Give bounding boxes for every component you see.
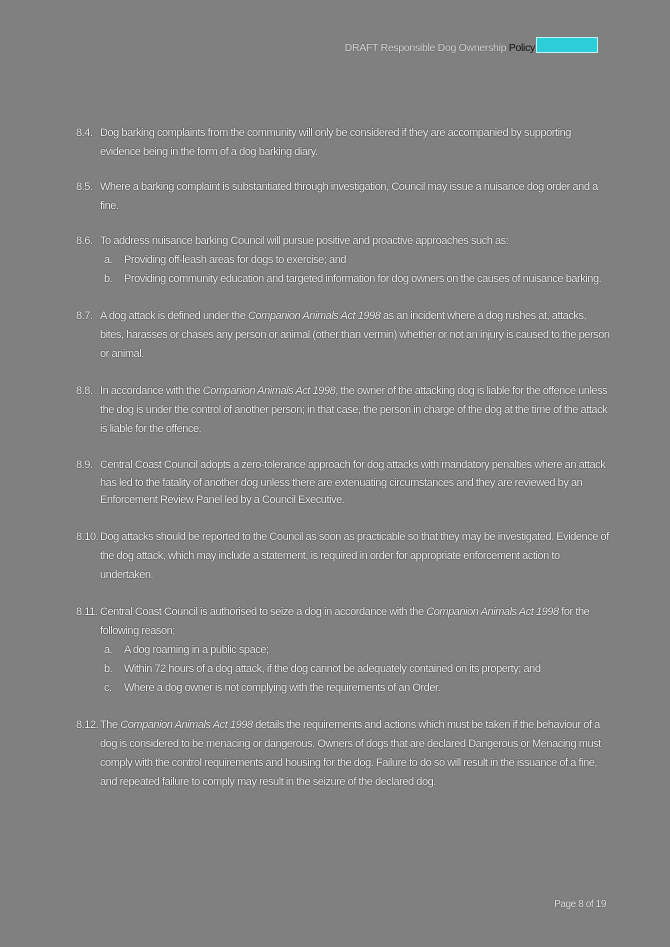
sublist-item — [76, 679, 611, 698]
clause-number: 8.6. — [76, 235, 93, 247]
sublist-letter: b. — [104, 273, 113, 285]
clause-text-part: details the requirements and actions which must be taken if the behaviour of a dog is considered to be menacing or dangerous. Owners of dogs that are declared Dangerous or Menacing must comply with the control requirements and housing for the dog. Failure to do so will result in the issuance of a fine, and repeated failure to comply may result in the seizure of the declared dog. — [100, 718, 601, 788]
act-title: Companion Animals Act 1998 — [426, 605, 559, 618]
sublist-text: Within 72 hours of a dog attack, if the dog cannot be adequately contained on its property; and — [124, 662, 541, 675]
clause-sublist — [76, 251, 611, 289]
clause-number: 8.12. — [76, 718, 99, 731]
clause-text: Dog barking complaints from the community will only be considered if they are accompanied by supporting evidence being in the form of a dog barking diary. — [100, 127, 571, 158]
clause-8-10 — [76, 528, 611, 585]
document-title-prefix: DRAFT Responsible Dog Ownership — [344, 42, 507, 54]
sublist-letter: c. — [104, 681, 112, 694]
clause-text — [76, 382, 611, 439]
clause-number: 8.11. — [76, 605, 98, 618]
clause-8-9 — [76, 457, 611, 510]
sublist-letter: b. — [104, 662, 113, 675]
clause-number: 8.10. — [76, 530, 99, 543]
policy-content — [76, 124, 611, 792]
clause-text-part: Central Coast Council is authorised to seize a dog in accordance with the — [100, 605, 427, 618]
sublist-text: A dog roaming in a public space; — [124, 643, 269, 656]
clause-number: 8.5. — [76, 181, 93, 193]
clause-sublist — [76, 641, 611, 698]
page-number: Page 8 of 19 — [554, 899, 606, 910]
sublist-text: Providing community education and targeted information for dog owners on the causes of nuisance barking. — [124, 273, 602, 285]
highlight-box — [536, 37, 598, 53]
clause-text: To address nuisance barking Council will pursue positive and proactive approaches such as: — [100, 235, 509, 247]
document-title-policy-word: Policy — [508, 42, 535, 54]
clause-text-part: , the owner of the attacking dog is liable for the offence unless the dog is under the control of another person; in that case, the person in charge of the dog at the time of the attack is liable for the offence. — [100, 385, 608, 435]
sublist-text: Where a dog owner is not complying with the requirements of an Order. — [124, 681, 441, 694]
sublist-item — [76, 641, 611, 660]
sublist-item — [76, 251, 611, 270]
clause-number: 8.7. — [76, 310, 93, 322]
clause-text-part: In accordance with the — [100, 385, 203, 397]
clause-text-part: The — [100, 718, 121, 731]
clause-text-part: A dog attack is defined under the — [100, 310, 248, 322]
page-header — [345, 37, 598, 55]
act-title: Companion Animals Act 1998 — [120, 718, 253, 731]
clause-text: Central Coast Council adopts a zero-tolerance approach for dog attacks with mandatory penalties where an attack has led to the fatality of another dog unless there are extenuating circumstances and they are reviewed by an Enforcement Review Panel led by a Council Executive. — [100, 459, 606, 506]
clause-text — [76, 307, 611, 364]
clause-8-5 — [76, 178, 611, 216]
clause-text: Dog attacks should be reported to the Council as soon as practicable so that they may be investigated. Evidence of the dog attack, which may include a statement, is required in order for appropriate enforcement action to undertaken. — [100, 530, 609, 581]
sublist-item — [76, 660, 611, 679]
act-title: Companion Animals Act 1998 — [247, 310, 381, 322]
clause-8-8 — [76, 382, 611, 439]
act-title: Companion Animals Act 1998 — [202, 385, 336, 397]
clause-number: 8.9. — [76, 459, 93, 471]
clause-8-4 — [76, 124, 611, 162]
clause-text: Where a barking complaint is substantiated through investigation, Council may issue a nuisance dog order and a fine. — [100, 181, 598, 212]
clause-text — [76, 716, 611, 792]
clause-8-11 — [76, 603, 611, 698]
clause-text-part: for the following reason; — [100, 605, 590, 637]
clause-text-part: as an incident where a dog rushes at, attacks, bites, harasses or chases any person or animal (other than vermin) whether or not an injury is caused to the person or animal. — [100, 310, 610, 360]
clause-8-7 — [76, 307, 611, 364]
clause-text — [76, 603, 611, 641]
document-title — [345, 41, 535, 55]
sublist-item — [76, 270, 611, 289]
clause-number: 8.8. — [76, 385, 93, 397]
clause-8-6 — [76, 232, 611, 289]
sublist-letter: a. — [104, 254, 113, 266]
clause-8-12 — [76, 716, 611, 792]
clause-number: 8.4. — [76, 127, 93, 139]
sublist-text: Providing off-leash areas for dogs to exercise; and — [124, 254, 347, 266]
sublist-letter: a. — [104, 643, 113, 656]
